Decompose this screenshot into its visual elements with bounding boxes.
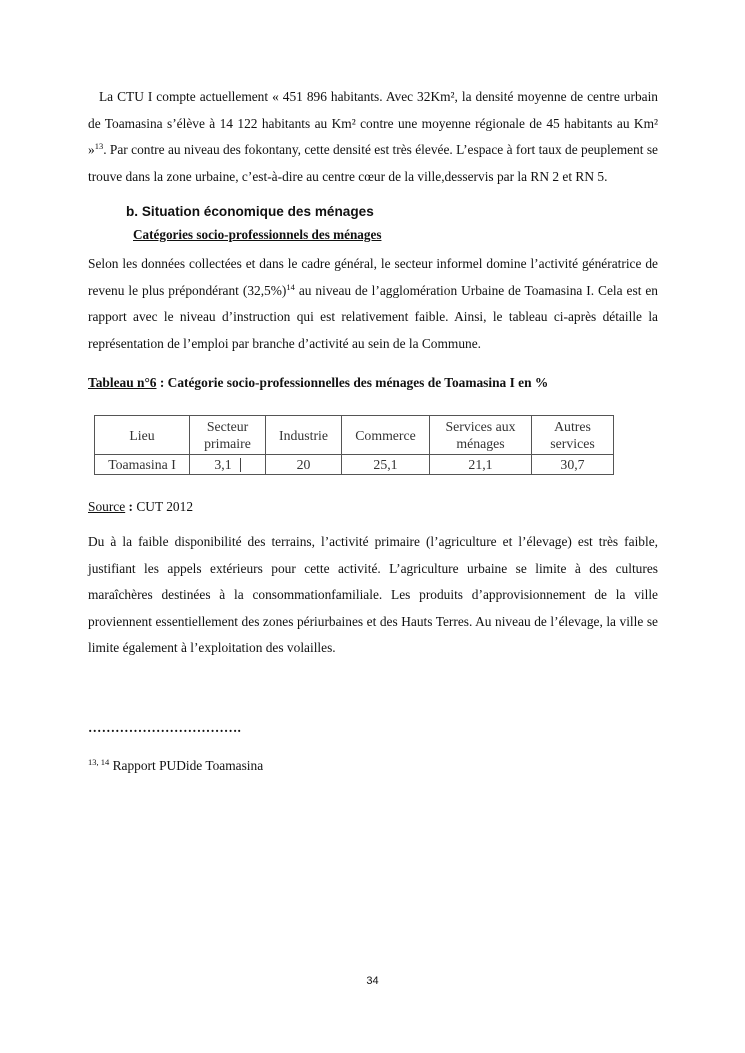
footnote-marks: 13, 14 [88,756,110,767]
table-cell [190,455,266,475]
footnote-separator: ……………………………. [88,719,242,735]
header-cell: Lieu [95,416,190,455]
p2-text-a: Selon les données collectées et dans le cadre général, le secteur informel domine l’activité génératrice de revenu le plus prépondérant (32,5%) [88,256,658,298]
table-cell: Toamasina I [95,455,190,475]
section-heading: b. Situation économique des ménages [126,204,374,219]
table-header-row [95,416,614,455]
p2-text-b: au niveau de l’agglomération Urbaine de Toamasina I. Cela est en rapport avec le niveau d’instruction qui est relativement faible. Ainsi, le tableau ci-après détaille la représentation de l’emploi par branche d’activité au sein de la Commune. [88,282,658,351]
header-cell: Commerce [342,416,430,455]
table-cell-value: 3,1 [214,457,232,472]
section-subheading: Catégories socio-professionnels des ménages [133,227,382,242]
footnote-ref-13: 13 [94,141,104,151]
table-cell: 20 [266,455,342,475]
source-value: CUT 2012 [136,499,194,514]
table-source [88,497,658,517]
footnote [88,756,658,776]
informal-sector-paragraph [88,251,658,357]
table-cell: 21,1 [430,455,532,475]
header-cell: Secteur primaire [190,416,266,455]
intro-paragraph [88,84,658,190]
table-cell: 30,7 [532,455,614,475]
document-page [88,84,658,776]
primary-activity-paragraph: Du à la faible disponibilité des terrains, l’activité primaire (l’agriculture et l’élevage) est très faible, justifiant les appels extérieurs pour cette activité. L’agriculture urbaine se limite à des cultures maraîchères destinées à la consommationfamiliale. Les produits d’approvisionnement de la ville proviennent essentiellement des zones périurbaines et des Hauts Terres. Au niveau de l’élevage, la ville se limite également à l’exploitation des volailles. [88,534,658,655]
table-cell: 25,1 [342,455,430,475]
text-cursor-mark [240,458,241,472]
intro-text-b: . Par contre au niveau des fokontany, cette densité est très élevée. L’espace à fort taux de peuplement se trouve dans la zone urbaine, c’est-à-dire au centre cœur de la ville,desservis par la RN 2 et RN 5. [88,142,658,184]
header-cell: Services aux ménages [430,416,532,455]
header-cell: Autres services [532,416,614,455]
footnote-ref-14: 14 [286,281,295,292]
intro-text-a: La CTU I compte actuellement « 451 896 habitants. Avec 32Km², la densité moyenne de centre urbain de Toamasina s’élève à 14 122 habitants au Km² contre une moyenne régionale de 45 habitants au Km² » [88,89,658,157]
header-cell: Industrie [266,416,342,455]
source-separator: : [125,499,137,514]
table-row [95,455,614,475]
table-caption: : Catégorie socio-professionnelles des ménages de Toamasina I en % [156,375,549,390]
table-title [88,373,658,393]
page-number: 34 [366,975,379,987]
source-label: Source [88,499,126,514]
footnote-text: Rapport PUDide Toamasina [109,757,264,773]
table-number: Tableau n°6 [88,375,157,390]
socio-professional-table [94,415,614,475]
